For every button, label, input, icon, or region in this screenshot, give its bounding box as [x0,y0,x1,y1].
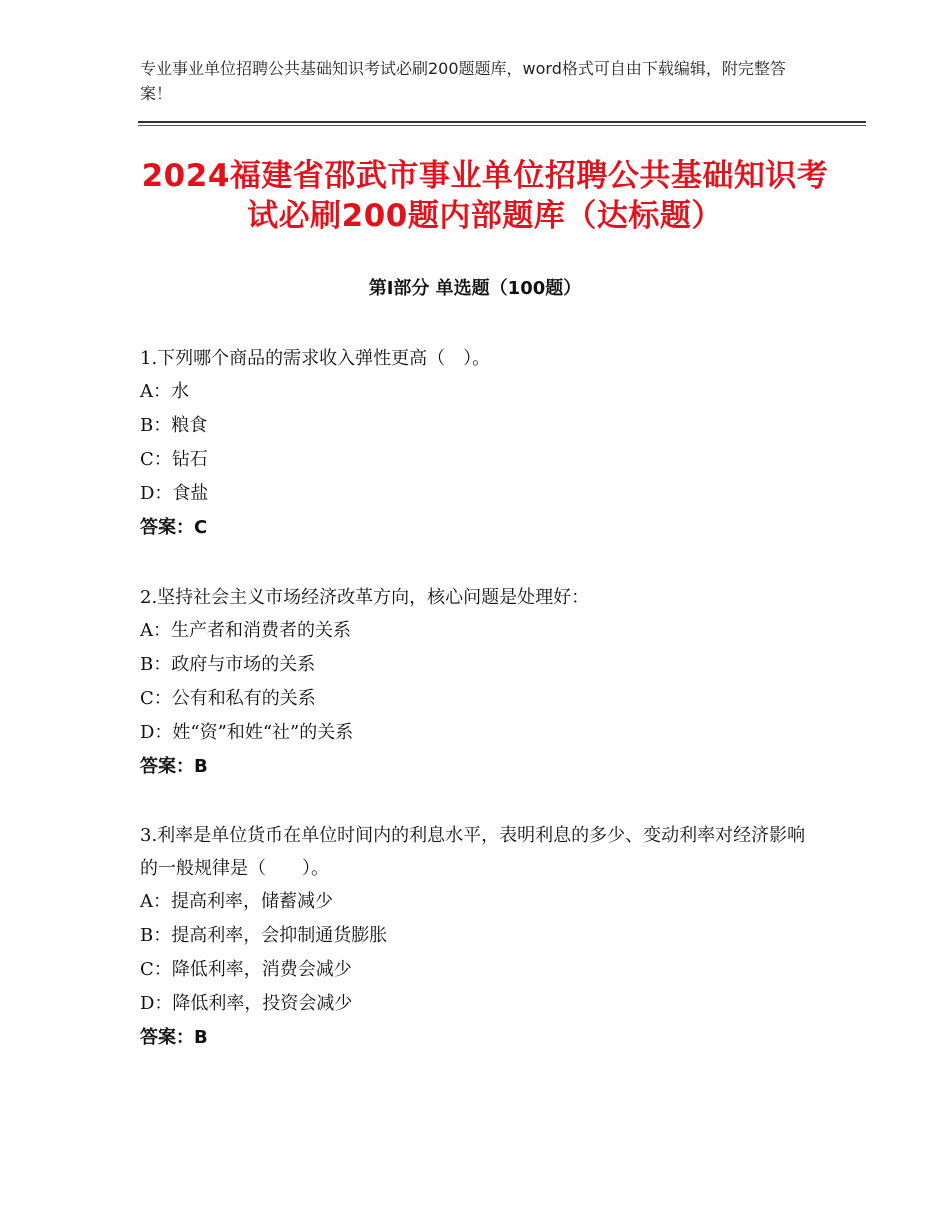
option-c: C：钻石 [140,449,208,470]
option-d: D：食盐 [140,483,209,504]
option-c: C：降低利率，消费会减少 [140,959,352,980]
header-note: 专业事业单位招聘公共基础知识考试必刷200题题库，word格式可自由下载编辑，附完整答案！ [140,59,786,103]
answer: 答案：C [140,517,208,538]
answer: 答案：B [140,756,208,777]
option-b: B：提高利率，会抑制通货膨胀 [140,925,388,946]
question-1 [140,342,820,545]
header-divider-thick [138,121,866,123]
header-divider-thin [138,125,866,126]
option-b: B：粮食 [140,415,208,436]
document-title: 2024福建省邵武市事业单位招聘公共基础知识考试必刷200题内部题库（达标题） [141,158,829,234]
question-2 [140,581,820,784]
question-3 [140,819,820,1055]
question-stem: 1.下列哪个商品的需求收入弹性更高（ ）。 [140,348,491,369]
option-d: D：姓“资”和姓“社”的关系 [140,722,354,743]
option-a: A：提高利率，储蓄减少 [140,891,333,912]
section-title: 第Ⅰ部分 单选题（100题） [368,278,582,299]
option-b: B：政府与市场的关系 [140,654,316,675]
option-c: C：公有和私有的关系 [140,688,316,709]
answer: 答案：B [140,1027,208,1048]
option-a: A：生产者和消费者的关系 [140,620,351,641]
option-d: D：降低利率，投资会减少 [140,993,353,1014]
question-stem: 2.坚持社会主义市场经济改革方向，核心问题是处理好： [140,587,590,608]
option-a: A：水 [140,381,189,402]
question-stem: 3.利率是单位货币在单位时间内的利息水平，表明利息的多少、变动利率对经济影响的一般规律是（ ）。 [140,825,806,879]
